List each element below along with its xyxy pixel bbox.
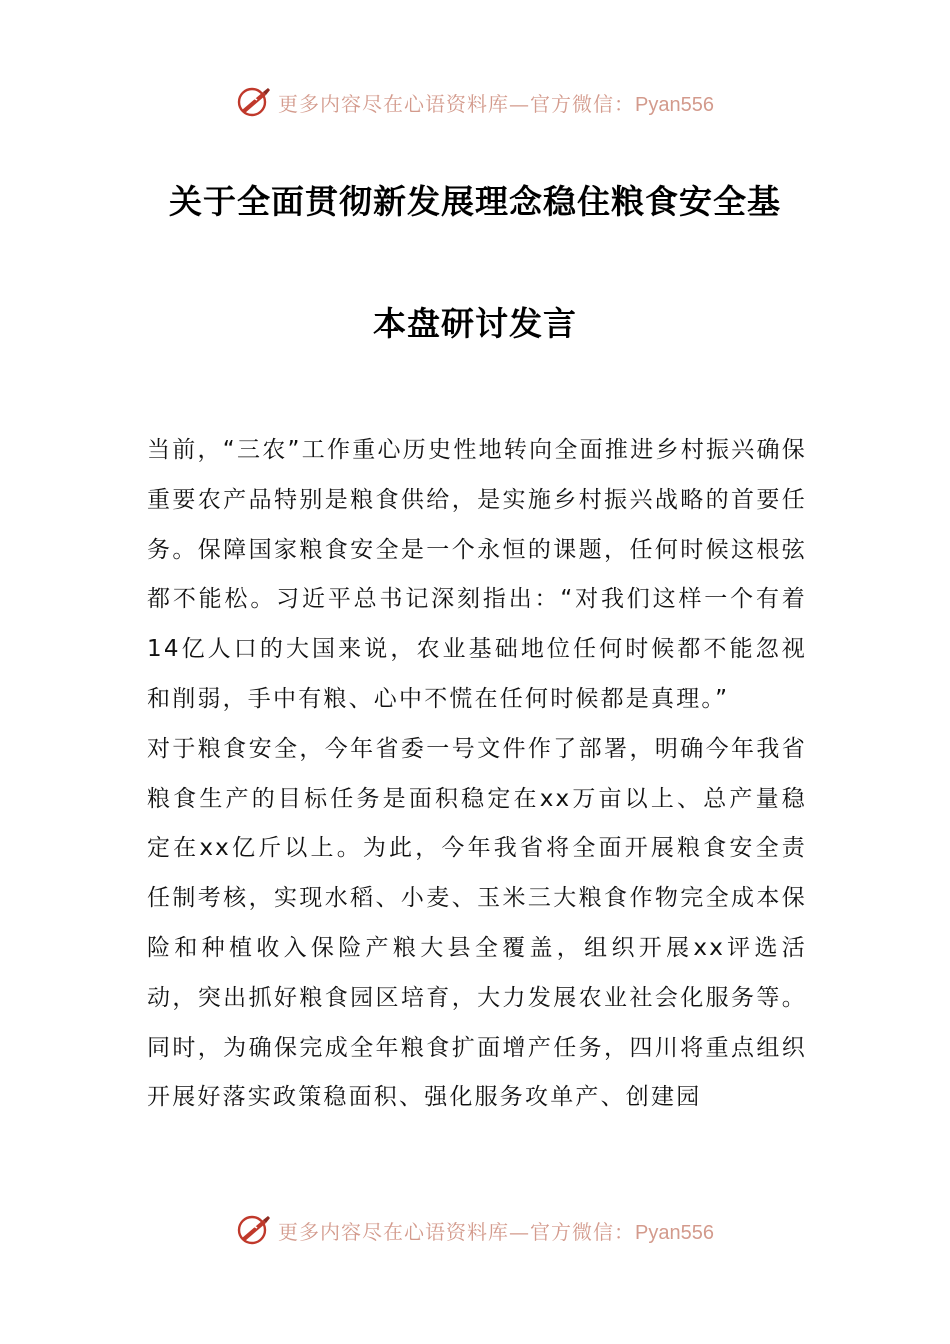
- pen-logo-icon: [236, 1212, 272, 1248]
- pen-logo-icon: [236, 84, 272, 120]
- watermark-footer: [0, 1208, 950, 1252]
- paragraph-2: 对于粮食安全，今年省委一号文件作了部署，明确今年我省粮食生产的目标任务是面积稳定在xx万亩以上、总产量稳定在xx亿斤以上。为此，今年我省将全面开展粮食安全责任制考核，实现水稻、小麦、玉米三大粮食作物完全成本保险和种植收入保险产粮大县全覆盖，组织开展xx评选活动，突出抓好粮食园区培育，大力发展农业社会化服务等。同时，为确保完成全年粮食扩面增产任务，四川将重点组织开展好落实政策稳面积、强化服务攻单产、创建园: [147, 735, 807, 1111]
- document-title-line-1: 关于全面贯彻新发展理念稳住粮食安全基: [169, 182, 781, 221]
- watermark-header: [0, 80, 950, 124]
- watermark-text: 更多内容尽在心语资料库—官方微信：Pyan556: [278, 1219, 714, 1244]
- paragraph-1: 当前，“三农”工作重心历史性地转向全面推进乡村振兴确保重要农产品特别是粮食供给，是实施乡村振兴战略的首要任务。保障国家粮食安全是一个永恒的课题，任何时候这根弦都不能松。习近平总书记深刻指出：“对我们这样一个有着14亿人口的大国来说，农业基础地位任何时候都不能忽视和削弱，手中有粮、心中不慌在任何时候都是真理。”: [147, 437, 807, 712]
- document-title-line-2: 本盘研讨发言: [373, 304, 577, 343]
- document-body: [147, 426, 807, 1123]
- watermark-text: 更多内容尽在心语资料库—官方微信：Pyan556: [278, 91, 714, 116]
